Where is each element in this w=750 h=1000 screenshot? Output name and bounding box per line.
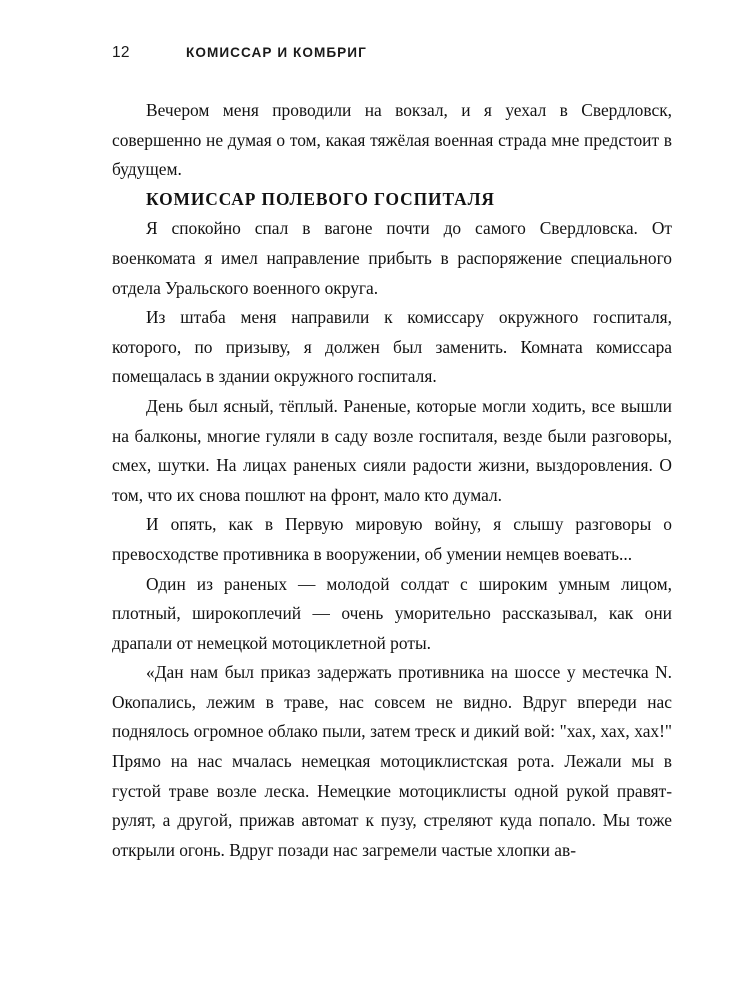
paragraph: Один из раненых — молодой солдат с широким умным лицом, плотный, широкоплечий — очень уморительно рассказывал, как они драпали от немецкой мотоциклетной роты. xyxy=(112,573,672,653)
paragraph: День был ясный, тёплый. Раненые, которые могли ходить, все вышли на балконы, многие гуляли в саду возле госпиталя, везде были разговоры, смех, шутки. На лицах раненых сияли радости жизни, выздоровления. О том, что их снова пошлют на фронт, мало кто думал. xyxy=(112,395,672,505)
paragraph: Вечером меня проводили на вокзал, и я уехал в Свердловск, совершенно не думая о том, какая тяжёлая военная страда мне предстоит в будущем. xyxy=(112,100,672,180)
paragraph: «Дан нам был приказ задержать противника на шоссе у местечка N. Окопались, лежим в траве, нас совсем не видно. Вдруг впереди нас поднялось огромное облако пыли, затем треск и дикий вой: "хах, хах, хах!" Прямо на нас мчалась немецкая мотоциклистская рота. Лежали мы в густой траве возле леска. Немецкие мотоциклисты одной рукой правят-рулят, а другой, прижав автомат к пузу, стреляют куда попало. Мы тоже открыли огонь. Вдруг позади нас загремели частые хлопки ав- xyxy=(112,662,672,860)
running-head xyxy=(112,44,672,70)
page-body xyxy=(112,96,672,865)
running-head-title: КОМИССАР И КОМБРИГ xyxy=(186,45,367,60)
paragraph: И опять, как в Первую мировую войну, я слышу разговоры о превосходстве противника в вооружении, об умении немцев воевать... xyxy=(112,514,672,564)
page-number: 12 xyxy=(112,44,130,61)
section-heading: КОМИССАР ПОЛЕВОГО ГОСПИТАЛЯ xyxy=(146,188,495,209)
paragraph: Я спокойно спал в вагоне почти до самого Свердловска. От военкомата я имел направление прибыть в распоряжение специального отдела Уральского военного округа. xyxy=(112,218,672,298)
paragraph: Из штаба меня направили к комиссару окружного госпиталя, которого, по призыву, я должен был заменить. Комната комиссара помещалась в здании окружного госпиталя. xyxy=(112,307,672,387)
